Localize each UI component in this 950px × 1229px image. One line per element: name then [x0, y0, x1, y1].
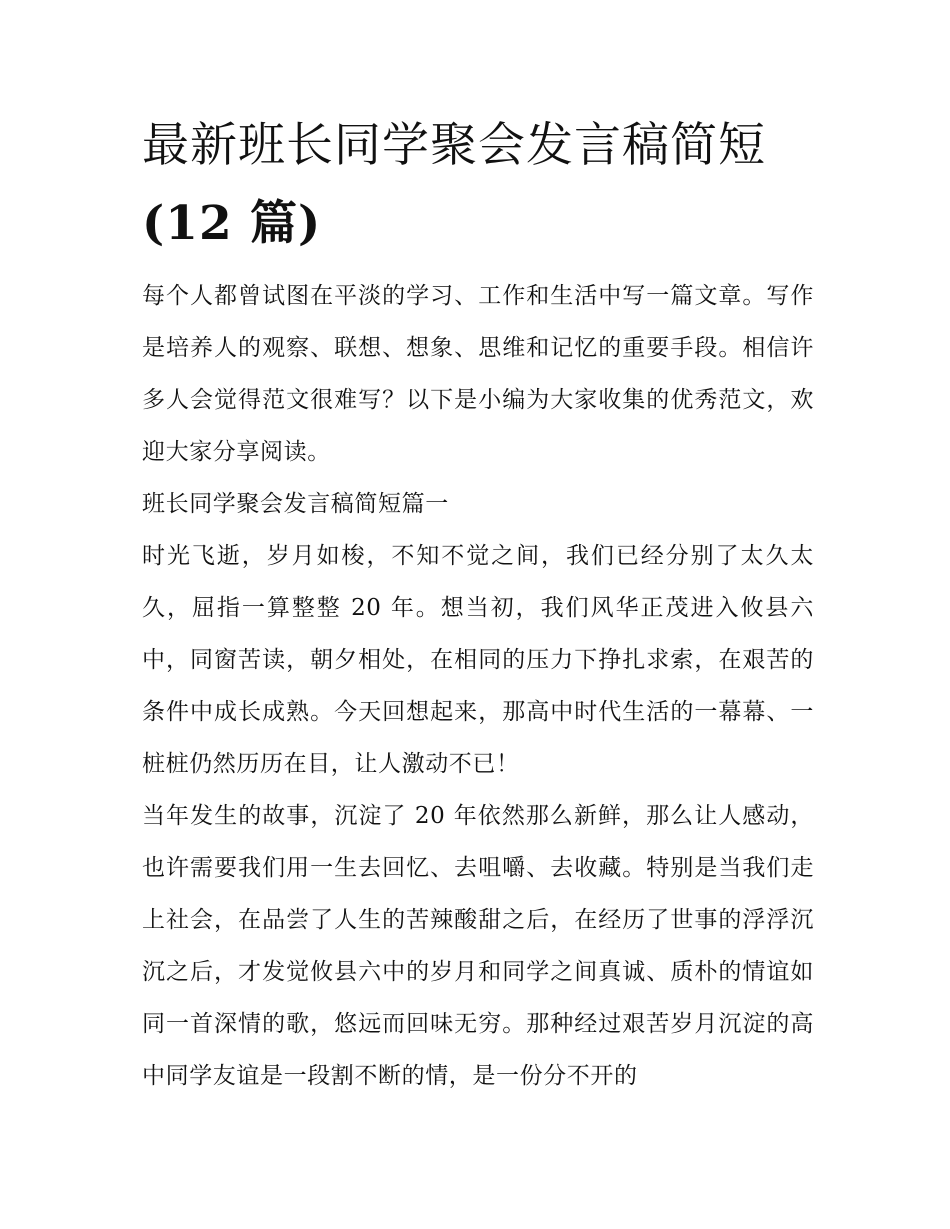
body-paragraph-2: 当年发生的故事，沉淀了 20 年依然那么新鲜，那么让人感动，也许需要我们用一生去回忆、去咀嚼、去收藏。特别是当我们走上社会，在品尝了人生的苦辣酸甜之后，在经历了世事的浮浮沉沉之后，才发觉攸县六中的岁月和同学之间真诚、质朴的情谊如同一首深情的歌，悠远而回味无穷。那种经过艰苦岁月沉淀的高中同学友谊是一段割不断的情，是一份分不开的 — [142, 803, 814, 1089]
title-main: 最新班长同学聚会发言稿简短 — [142, 118, 766, 173]
section-heading: 班长同学聚会发言稿简短篇一 — [142, 491, 449, 517]
document-body — [142, 270, 814, 1102]
document-title — [142, 112, 814, 258]
document-page — [142, 112, 814, 1102]
body-paragraph-1: 时光飞逝，岁月如梭，不知不觉之间，我们已经分别了太久太久，屈指一算整整 20 年。想当初，我们风华正茂进入攸县六中，同窗苦读，朝夕相处，在相同的压力下挣扎求索，在艰苦的条件中成长成熟。今天回想起来，那高中时代生活的一幕幕、一桩桩仍然历历在目，让人激动不已！ — [142, 543, 814, 777]
intro-paragraph: 每个人都曾试图在平淡的学习、工作和生活中写一篇文章。写作是培养人的观察、联想、想象、思维和记忆的重要手段。相信许多人会觉得范文很难写？以下是小编为大家收集的优秀范文，欢迎大家分享阅读。 — [142, 283, 814, 465]
title-count: (12 篇) — [142, 196, 322, 251]
